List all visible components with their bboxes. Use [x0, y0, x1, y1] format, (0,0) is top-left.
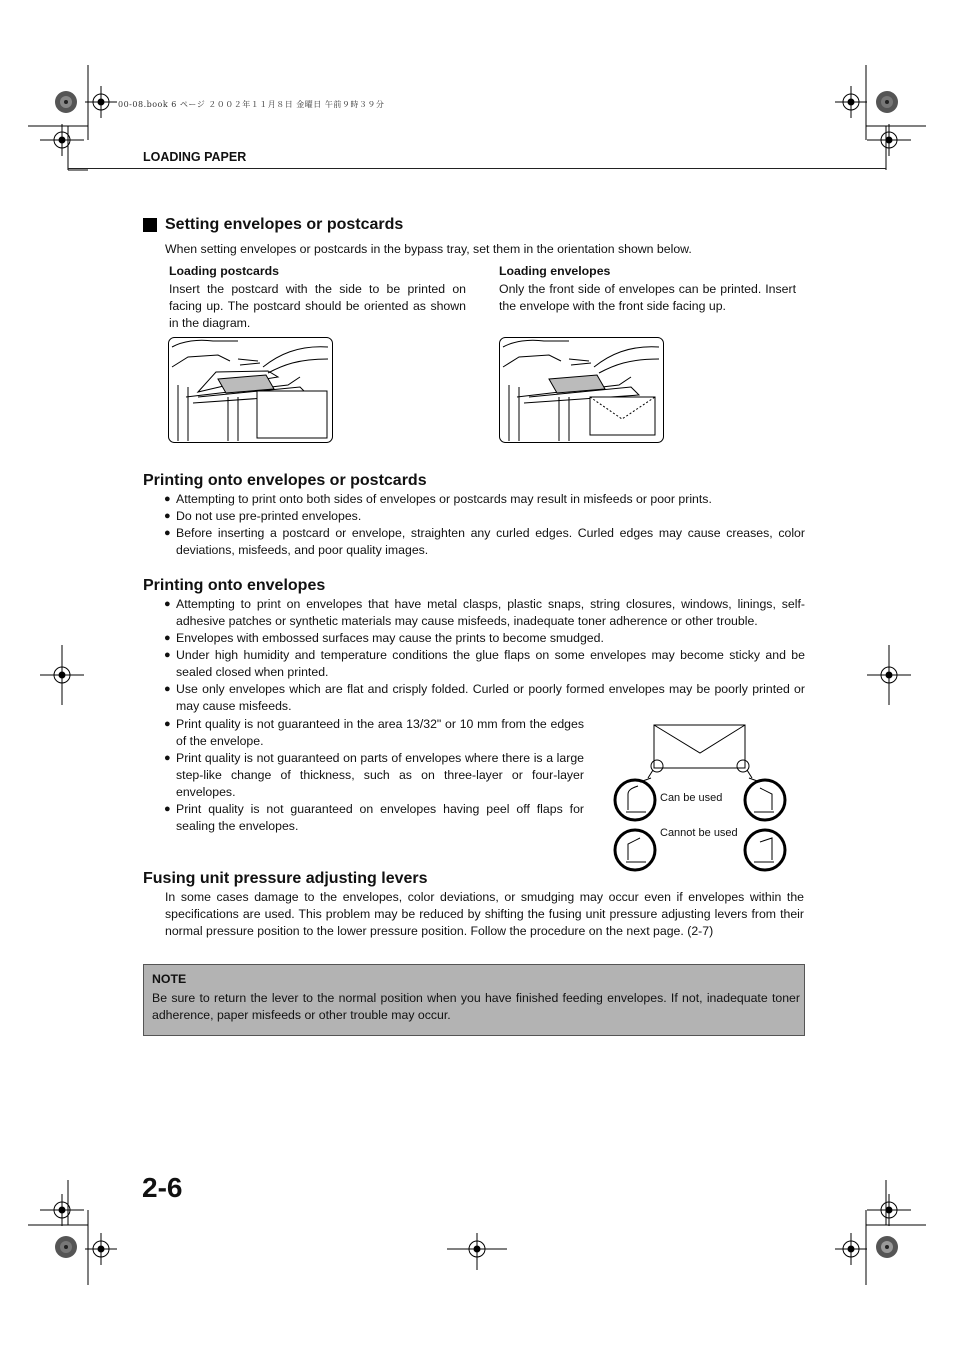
running-head: LOADING PAPER: [143, 150, 247, 164]
registration-target-icon: [447, 1233, 507, 1270]
cannot-be-used-label: Cannot be used: [660, 827, 738, 839]
bullet-list: [165, 716, 584, 835]
registration-target-icon: [835, 86, 867, 118]
can-be-used-label: Can be used: [660, 792, 723, 804]
note-box: [143, 964, 805, 1036]
color-star-icon: [55, 1236, 77, 1258]
page-number: 2-6: [142, 1172, 183, 1203]
section-title: Setting envelopes or postcards: [165, 216, 404, 233]
postcards-text: Insert the postcard with the side to be printed on facing up. The postcard should be oriented as shown in the diagram.: [169, 282, 466, 330]
postcard-loading-illustration: [168, 337, 334, 444]
section-title: Printing onto envelopes or postcards: [143, 472, 427, 489]
registration-target-icon: [40, 645, 84, 705]
registration-target-icon: [85, 1233, 117, 1265]
registration-target-icon: [85, 86, 117, 118]
envelope-loading-illustration: [499, 337, 665, 444]
bullet-list: [165, 491, 805, 559]
postcards-heading: Loading postcards: [169, 264, 279, 278]
list-item: ● Print quality is not guaranteed in the area 13/32" or 10 mm from the edges of the envelope.: [165, 716, 584, 750]
registration-target-icon: [867, 124, 911, 156]
section-intro: When setting envelopes or postcards in the bypass tray, set them in the orientation shown below.: [165, 242, 692, 256]
registration-target-icon: [40, 1194, 84, 1226]
section-text: In some cases damage to the envelopes, color deviations, or smudging may occur even if envelopes within the specifications are used. This problem may be reduced by shifting the fusing unit pressure adjusting levers from their normal pressure position to the lower pressure position. Follow the procedure on the next page. (2-7): [165, 890, 804, 938]
section-title: Fusing unit pressure adjusting levers: [143, 870, 428, 887]
envelopes-heading: Loading envelopes: [499, 264, 611, 278]
color-star-icon: [876, 91, 898, 113]
list-item: ● Print quality is not guaranteed on parts of envelopes where there is a large step-like change of thickness, such as on three-layer or four-layer envelopes.: [165, 750, 584, 801]
registration-target-icon: [40, 124, 84, 156]
envelopes-text: Only the front side of envelopes can be printed. Insert the envelope with the front side facing up.: [499, 282, 796, 313]
list-item: ● Print quality is not guaranteed on envelopes having peel off flaps for sealing the envelopes.: [165, 801, 584, 835]
list-item: ● Attempting to print on envelopes that have metal clasps, plastic snaps, string closures, windows, linings, self-adhesive patches or synthetic materials may cause misfeeds, inadequate toner adherence or other trouble.: [165, 596, 805, 630]
color-star-icon: [55, 91, 77, 113]
list-item: ● Do not use pre-printed envelopes.: [165, 508, 805, 525]
square-bullet-icon: [143, 218, 157, 232]
section-title: Printing onto envelopes: [143, 577, 326, 594]
registration-target-icon: [867, 645, 911, 705]
list-item: ● Before inserting a postcard or envelope, straighten any curled edges. Curled edges may cause creases, color deviations, misfeeds, and poor quality images.: [165, 525, 805, 559]
list-item: ● Use only envelopes which are flat and crisply folded. Curled or poorly formed envelopes may be poorly printed or may cause misfeeds.: [165, 681, 805, 715]
list-item: ● Under high humidity and temperature conditions the glue flaps on some envelopes may become sticky and be sealed closed when printed.: [165, 647, 805, 681]
registration-target-icon: [835, 1233, 867, 1265]
note-text: Be sure to return the lever to the normal position when you have finished feeding envelopes. If not, inadequate toner adherence, paper misfeeds or other trouble may occur.: [152, 991, 800, 1022]
print-mark: 00-08.book 6 ページ ２００２年１１月８日 金曜日 午前９時３９分: [118, 100, 385, 109]
list-item: ● Envelopes with embossed surfaces may cause the prints to become smudged.: [165, 630, 805, 647]
list-item: ● Attempting to print onto both sides of envelopes or postcards may result in misfeeds or poor prints.: [165, 491, 805, 508]
color-star-icon: [876, 1236, 898, 1258]
registration-target-icon: [867, 1194, 911, 1226]
header-rule: [68, 168, 886, 169]
note-label: NOTE: [152, 972, 187, 986]
bullet-list: [165, 596, 805, 715]
